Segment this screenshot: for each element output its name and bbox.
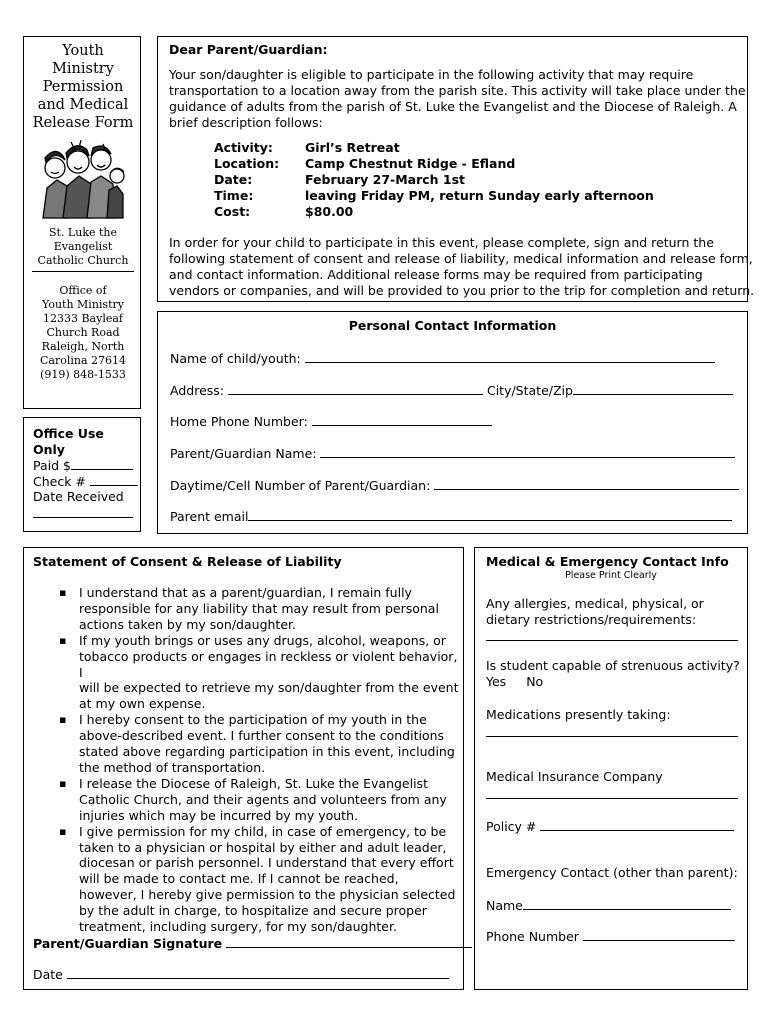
date-received-label: Date Received [33, 489, 124, 504]
yes-option[interactable]: Yes [486, 674, 507, 689]
child-name-field[interactable]: Name of child/youth: [170, 350, 715, 366]
medical-heading: Medical & Emergency Contact Info [486, 554, 729, 569]
medical-box [474, 547, 748, 990]
form-title: Youth Ministry Permission and Medical Release Form [32, 43, 134, 131]
detail-label: Cost: [214, 204, 251, 219]
list-item: ▪ I give permission for my child, in case of emergency, to be taken to a physician or hospital by either and adult leader, diocesan or parish personnel. I understand that every effort will be made to contact me. If I cannot be reached, however, I hereby give permission to the physician selected by the adult in charge, to hospitalize and secure proper treatment, including surgery, for my son/daughter. [24, 824, 465, 935]
list-item: ▪ I understand that as a parent/guardian, I remain fully responsible for any liability that may result from personal actions taken by my son/daughter. [24, 585, 465, 633]
paid-field[interactable]: Paid $ [33, 457, 133, 474]
insurance-line[interactable] [486, 798, 738, 799]
address-field[interactable]: Address: City/State/Zip [170, 382, 733, 398]
list-item: ▪ If my youth brings or uses any drugs, alcohol, weapons, or tobacco products or engages in reckless or violent behavior, I will be expected to retrieve my son/daughter from the event at my own expense. [24, 633, 465, 713]
allergies-line[interactable] [486, 640, 738, 641]
detail-value: Girl’s Retreat [305, 140, 400, 155]
detail-label: Activity: [214, 140, 273, 155]
contact-info-box [157, 311, 748, 534]
allergies-label: Any allergies, medical, physical, or dietary restrictions/requirements: [486, 596, 704, 627]
closing-paragraph: In order for your child to participate in this event, please complete, sign and return the following statement of consent and release of liability, medical information and release form, and contact information. Additional release forms may be required from participating vendors or companies, and will be provided to you prior to the trip for completion and return. [169, 235, 755, 298]
detail-label: Location: [214, 156, 280, 171]
detail-label: Time: [214, 188, 254, 203]
church-name: St. Luke the Evangelist Catholic Church [32, 226, 134, 272]
home-phone-field[interactable]: Home Phone Number: [170, 413, 492, 429]
contact-heading: Personal Contact Information [348, 318, 557, 333]
strenuous-options[interactable] [486, 674, 543, 690]
consent-box [23, 547, 464, 990]
no-option[interactable]: No [526, 674, 544, 689]
detail-value: leaving Friday PM, return Sunday early afternoon [305, 188, 654, 203]
emergency-label: Emergency Contact (other than parent): [486, 865, 738, 880]
emergency-phone-field[interactable]: Phone Number [486, 928, 735, 945]
date-received-line[interactable] [33, 517, 133, 518]
salutation: Dear Parent/Guardian: [169, 42, 328, 57]
date-field[interactable]: Date [33, 966, 449, 982]
office-use-heading: Office Use Only [33, 426, 104, 457]
check-field[interactable]: Check # [33, 473, 138, 490]
detail-value: Camp Chestnut Ridge - Efland [305, 156, 516, 171]
insurance-label: Medical Insurance Company [486, 769, 663, 784]
list-item: ▪ I hereby consent to the participation of my youth in the above-described event. I further consent to the conditions stated above regarding participation in this event, including the method of transportation. [24, 712, 465, 776]
medications-line[interactable] [486, 736, 738, 737]
header-sidebar [23, 36, 141, 409]
cell-phone-field[interactable]: Daytime/Cell Number of Parent/Guardian: [170, 477, 739, 493]
consent-heading: Statement of Consent & Release of Liability [33, 554, 342, 569]
emergency-name-field[interactable]: Name [486, 897, 731, 914]
office-address: Office of Youth Ministry 12333 Bayleaf Church Road Raleigh, North Carolina 27614 (919) 848-1533 [39, 284, 127, 381]
list-item: ▪ I release the Diocese of Raleigh, St. Luke the Evangelist Catholic Church, and their agents and volunteers from any injuries which may be incurred by my youth. [24, 776, 465, 824]
letter-box [157, 36, 755, 302]
policy-field[interactable]: Policy # [486, 818, 734, 835]
strenuous-label: Is student capable of strenuous activity? [486, 658, 740, 673]
office-use-box [23, 417, 141, 532]
detail-label: Date: [214, 172, 253, 187]
signature-field[interactable]: Parent/Guardian Signature [33, 935, 472, 951]
intro-paragraph: Your son/daughter is eligible to participate in the following activity that may require transportation to a location away from the parish site. This activity will take place under the guidance of adults from the parish of St. Luke the Evangelist and the Diocese of Raleigh. A brief description follows: [169, 67, 746, 130]
medical-subheading: Please Print Clearly [565, 570, 657, 581]
medications-label: Medications presently taking: [486, 707, 671, 722]
youth-group-illustration [41, 138, 125, 220]
email-field[interactable]: Parent email [170, 508, 732, 524]
guardian-name-field[interactable]: Parent/Guardian Name: [170, 445, 735, 461]
detail-value: $80.00 [305, 204, 354, 219]
consent-list [24, 585, 465, 935]
detail-value: February 27-March 1st [305, 172, 466, 187]
